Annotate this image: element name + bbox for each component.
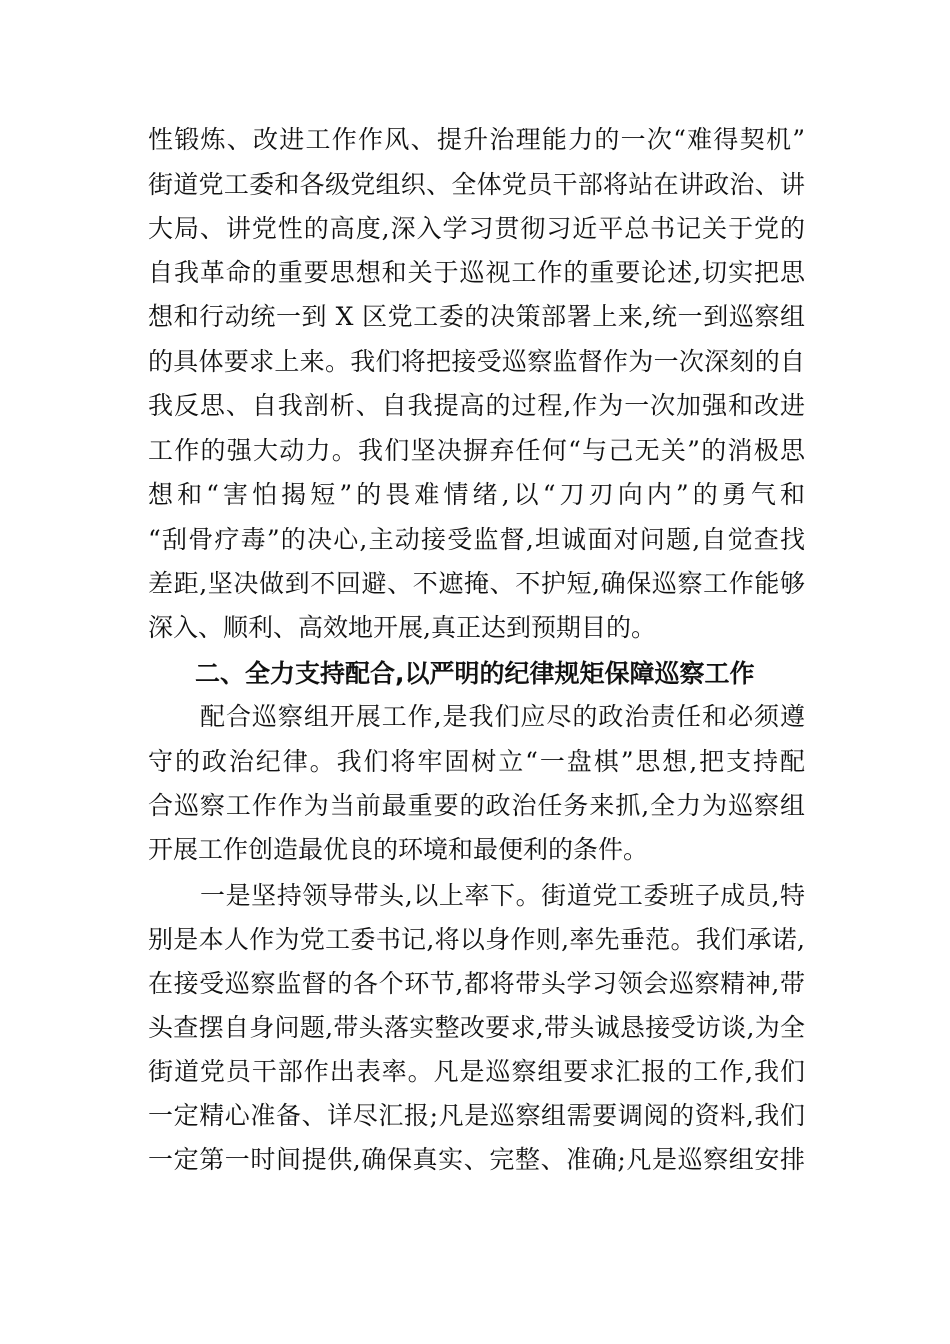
text-line: 配合巡察组开展工作,是我们应尽的政治责任和必须遵 [200,702,805,731]
text-line: 开展工作创造最优良的环境和最便利的条件。 [148,835,649,864]
text-line: 工作的强大动力。我们坚决摒弃任何“与己无关”的消极思 [148,436,805,465]
text-line: 深入、顺利、高效地开展,真正达到预期目的。 [148,613,656,642]
text-line: 想和“害怕揭短”的畏难情绪,以“刀刃向内”的勇气和 [148,480,805,509]
section-heading: 二、全力支持配合,以严明的纪律规矩保障巡察工作 [195,659,755,688]
text-line: 性锻炼、改进工作作风、提升治理能力的一次“难得契机” [148,125,805,154]
text-line: 合巡察工作作为当前最重要的政治任务来抓,全力为巡察组 [148,791,805,820]
text-line: 一定第一时间提供,确保真实、完整、准确;凡是巡察组安排 [148,1145,805,1174]
text-line: 差距,坚决做到不回避、不遮掩、不护短,确保巡察工作能够 [148,569,805,598]
text-line: 头查摆自身问题,带头落实整改要求,带头诚恳接受访谈,为全 [148,1013,805,1042]
text-line: 在接受巡察监督的各个环节,都将带头学习领会巡察精神,带 [148,969,805,998]
text-line: 一是坚持领导带头,以上率下。街道党工委班子成员,特 [200,881,805,910]
text-line: 自我革命的重要思想和关于巡视工作的重要论述,切实把思 [148,258,805,287]
text-line: “刮骨疗毒”的决心,主动接受监督,坦诚面对问题,自觉查找 [148,525,805,554]
text-line: 想和行动统一到 X 区党工委的决策部署上来,统一到巡察组 [148,302,805,331]
text-line: 大局、讲党性的高度,深入学习贯彻习近平总书记关于党的 [148,214,805,243]
text-line: 一定精心准备、详尽汇报;凡是巡察组需要调阅的资料,我们 [148,1101,805,1130]
text-line: 别是本人作为党工委书记,将以身作则,率先垂范。我们承诺, [148,925,805,954]
text-line: 街道党工委和各级党组织、全体党员干部将站在讲政治、讲 [148,170,805,199]
text-line: 守的政治纪律。我们将牢固树立“一盘棋”思想,把支持配 [148,747,805,776]
text-line: 的具体要求上来。我们将把接受巡察监督作为一次深刻的自 [148,347,805,376]
text-line: 我反思、自我剖析、自我提高的过程,作为一次加强和改进 [148,391,805,420]
text-line: 街道党员干部作出表率。凡是巡察组要求汇报的工作,我们 [148,1057,805,1086]
